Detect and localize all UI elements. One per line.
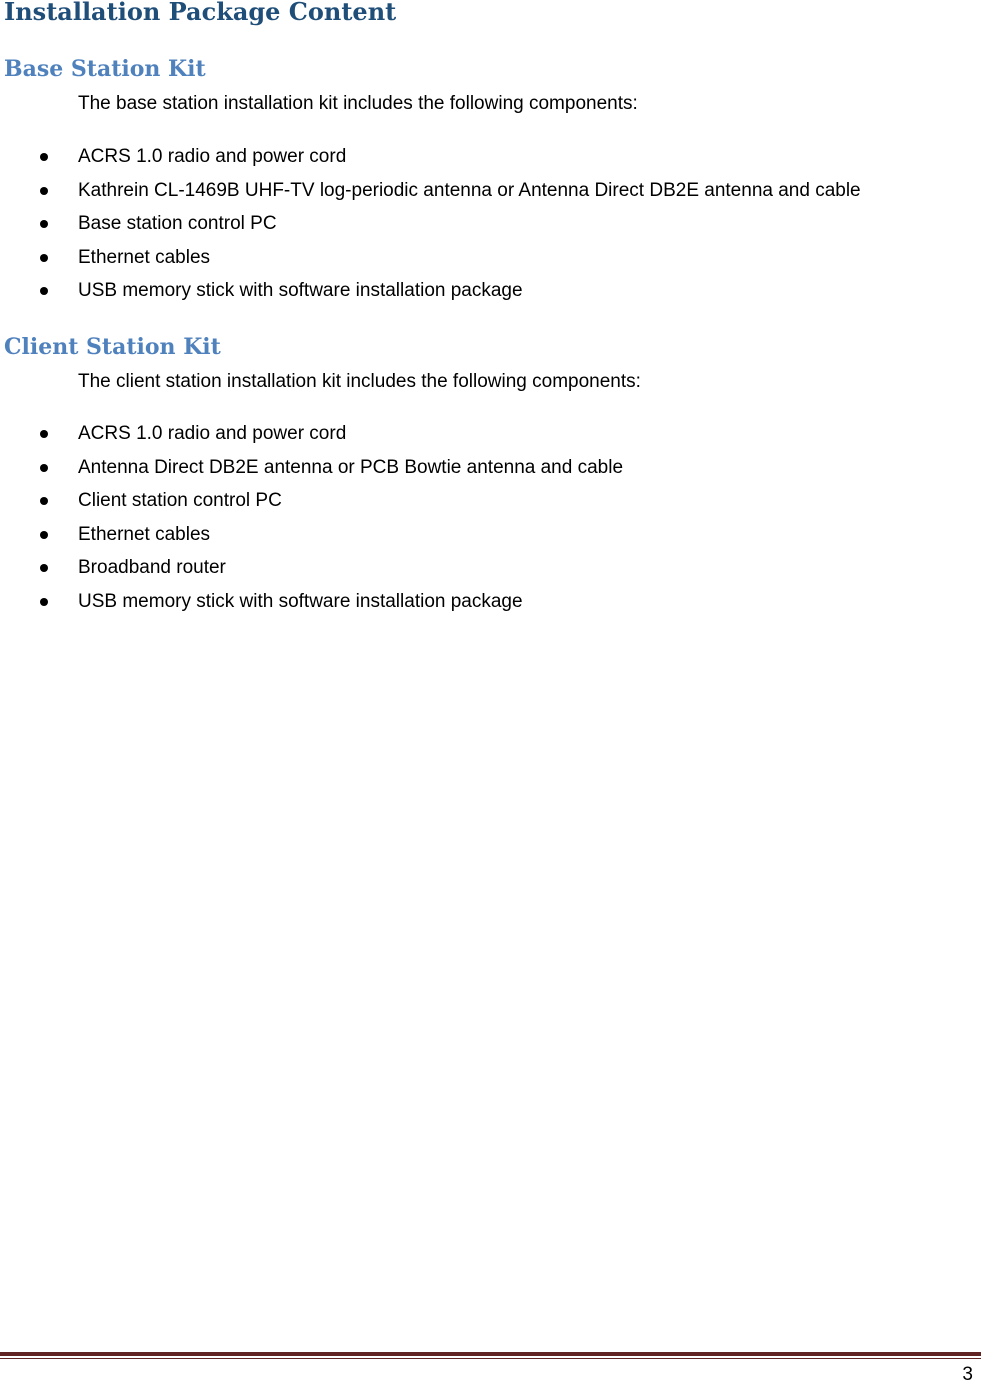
section-intro-client-station: The client station installation kit includes the following components: bbox=[78, 371, 641, 392]
list-item-text: Antenna Direct DB2E antenna or PCB Bowtie antenna and cable bbox=[78, 456, 624, 478]
list-item bbox=[0, 144, 861, 178]
list-item bbox=[0, 488, 623, 522]
bullet-icon bbox=[40, 187, 48, 195]
bullet-icon bbox=[40, 287, 48, 295]
bullet-icon bbox=[40, 153, 48, 161]
page-title: Installation Package Content bbox=[4, 0, 397, 26]
list-item bbox=[0, 589, 623, 623]
bullet-icon bbox=[40, 531, 48, 539]
list-item bbox=[0, 178, 861, 212]
bullet-icon bbox=[40, 497, 48, 505]
list-item-text: ACRS 1.0 radio and power cord bbox=[78, 423, 347, 444]
bullet-icon bbox=[40, 464, 48, 472]
footer-divider bbox=[0, 1352, 981, 1356]
list-item bbox=[0, 278, 861, 312]
list-item bbox=[0, 522, 623, 556]
list-item-text: Client station control PC bbox=[78, 490, 282, 512]
bullet-icon bbox=[40, 430, 48, 438]
list-item-text: ACRS 1.0 radio and power cord bbox=[78, 146, 347, 167]
list-item-text: Ethernet cables bbox=[78, 246, 211, 268]
list-item bbox=[0, 211, 861, 245]
list-item-text: USB memory stick with software installation package bbox=[78, 590, 523, 612]
bullet-icon bbox=[40, 254, 48, 262]
client-station-component-list bbox=[0, 421, 623, 623]
list-item-text: Broadband router bbox=[78, 557, 226, 579]
section-heading-client-station: Client Station Kit bbox=[4, 334, 221, 360]
list-item-text: Ethernet cables bbox=[78, 523, 211, 545]
section-intro-base-station: The base station installation kit includes the following components: bbox=[78, 93, 638, 114]
base-station-component-list bbox=[0, 144, 861, 312]
list-item bbox=[0, 245, 861, 279]
footer-divider-thin bbox=[0, 1358, 981, 1359]
list-item-text: Kathrein CL-1469B UHF-TV log-periodic antenna or Antenna Direct DB2E antenna and cable bbox=[78, 179, 861, 201]
list-item-text: Base station control PC bbox=[78, 213, 277, 235]
bullet-icon bbox=[40, 598, 48, 606]
page-number: 3 bbox=[962, 1364, 973, 1385]
list-item bbox=[0, 421, 623, 455]
list-item bbox=[0, 455, 623, 489]
list-item bbox=[0, 555, 623, 589]
section-heading-base-station: Base Station Kit bbox=[4, 56, 206, 82]
bullet-icon bbox=[40, 564, 48, 572]
list-item-text: USB memory stick with software installation package bbox=[78, 280, 523, 302]
bullet-icon bbox=[40, 220, 48, 228]
